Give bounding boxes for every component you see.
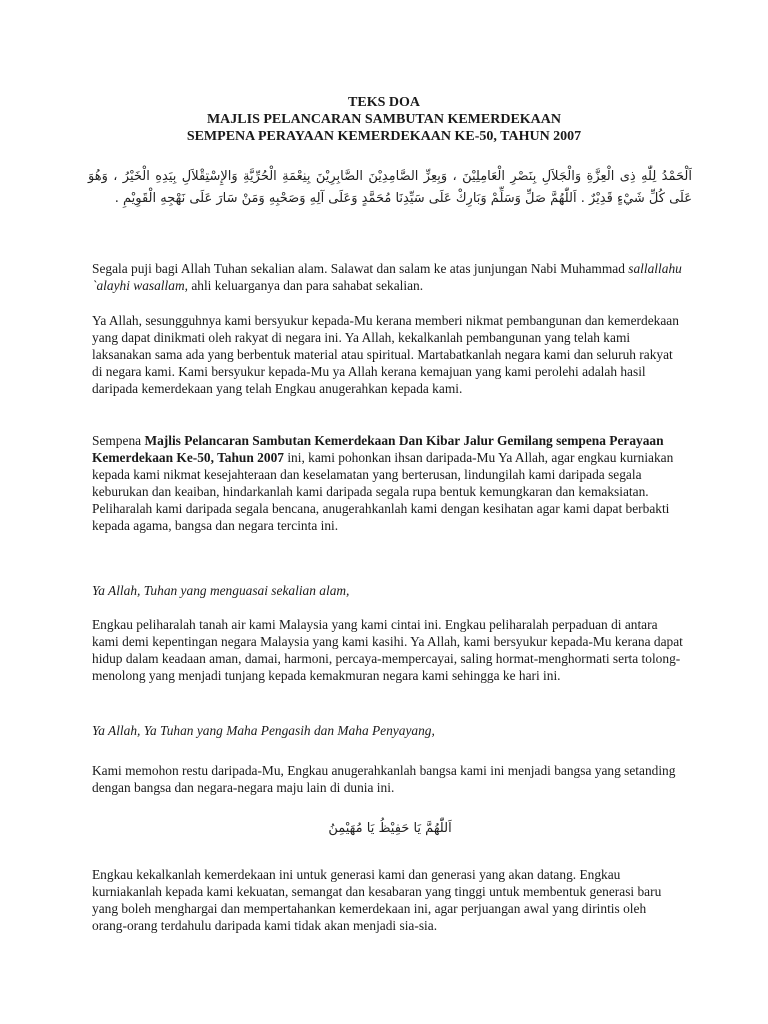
- paragraph-gratitude: Ya Allah, sesungguhnya kami bersyukur kepada-Mu kerana memberi nikmat pembangunan dan kemerdekaan yang dapat dinikmati oleh rakyat di negara ini. Ya Allah, kekalkanlah pembangunan yang telah kami laksanakan sama ada yang berbentuk material atau spiritual. Martabatkanlah negara kami dan seluruh rakyat di negara kami. Kami bersyukur kepada-Mu ya Allah kerana kemajuan yang kami perolehi adalah hasil daripada kemerdekaan yang telah Engkau anugerahkan kepada kami.: [92, 313, 679, 396]
- paragraph-praise-text-c: , ahli keluarganya dan para sahabat sekalian.: [184, 278, 424, 293]
- arabic-opening-prayer: اَلْحَمْدُ لِلّٰهِ ذِى الْعِزَّةِ وَالْجَلاَلِ بِنَصْرِ الْعَامِلِيْنَ ، وَبِعِزِّ الصَّامِدِيْنَ الصَّابِرِيْنَ بِنِعْمَةِ الْحُرِّيَّةِ وَالإِسْتِقْلاَلِ بِيَدِهِ الْخَيْرُ ، وَهُوَ عَلَى كُلِّ شَيْءٍ قَدِيْرٌ . اَللّٰهُمَّ صَلِّ وَسَلِّمْ وَبَارِكْ عَلَى سَيِّدِنَا مُحَمَّدٍ وَعَلَى آلِهِ وَصَحْبِهِ وَمَنْ سَارَ عَلَى نَهْجِهِ الْقَوِيْمِ .: [88, 169, 692, 206]
- paragraph-future-generations: Engkau kekalkanlah kemerdekaan ini untuk generasi kami dan generasi yang akan datang. Engkau kurniakanlah kepada kami kekuatan, semangat dan kesabaran yang tinggi untuk membentuk generasi baru yang boleh menghargai dan mempertahankan kemerdekaan ini, agar perjuangan awal yang dirintis oleh orang-orang terdahulu daripada kami tidak akan menjadi sia-sia.: [92, 867, 662, 933]
- invocation-lord-of-worlds: Ya Allah, Tuhan yang menguasai sekalian alam,: [92, 583, 350, 598]
- arabic-invocation: اَللّٰهُمَّ يَا حَفِيْظُ يَا مُهَيْمِنُ: [328, 821, 452, 836]
- heading-occasion: SEMPENA PERAYAAN KEMERDEKAAN KE-50, TAHUN 2007: [186, 129, 582, 144]
- paragraph-occasion-event-name: Majlis Pelancaran Sambutan Kemerdekaan Dan Kibar Jalur Gemilang sempena Perayaan Kemerdekaan Ke-50, Tahun 2007: [92, 433, 664, 465]
- paragraph-occasion-text-a: Sempena: [92, 433, 145, 448]
- paragraph-blessing: Kami memohon restu daripada-Mu, Engkau anugerahkanlah bangsa kami ini menjadi bangsa yang setanding dengan bangsa dan negara-negara maju lain di dunia ini.: [92, 763, 676, 795]
- heading-title: TEKS DOA: [348, 95, 420, 110]
- paragraph-praise-text-a: Segala puji bagi Allah Tuhan sekalian alam. Salawat dan salam ke atas junjungan Nabi Muhammad: [92, 261, 629, 276]
- document-heading: [0, 94, 768, 145]
- paragraph-protection: Engkau peliharalah tanah air kami Malaysia yang kami cintai ini. Engkau peliharalah perpaduan di antara kami demi kepentingan negara Malaysia yang kami kasihi. Ya Allah, kami bersyukur kepada-Mu kerana dapat hidup dalam keadaan aman, damai, harmoni, percaya-mempercayai, saling hormat-menghormati serta tolong-menolong yang menjadi tunjang kepada kemakmuran negara kami sehingga ke hari ini.: [92, 617, 683, 683]
- paragraph-praise-salutation: sallallahu `alayhi wasallam: [92, 261, 682, 293]
- paragraph-occasion-text-c: ini, kami pohonkan ihsan daripada-Mu Ya Allah, agar engkau kurniakan kepada kami nikmat kesejahteraan dan keselamatan yang berterusan, lindungilah kami daripada segala keburukan dan keaiban, hindarkanlah kami daripada segala rupa bentuk kemungkaran dan kemaksiatan. Peliharalah kami daripada segala bencana, anugerahkanlah kami dengan kesihatan agar kami dapat berbakti kepada agama, bangsa dan negara tercinta ini.: [92, 450, 674, 533]
- heading-event: MAJLIS PELANCARAN SAMBUTAN KEMERDEKAAN: [206, 112, 562, 127]
- paragraph-praise: [92, 260, 684, 294]
- invocation-most-merciful: Ya Allah, Ya Tuhan yang Maha Pengasih dan Maha Penyayang,: [92, 723, 435, 738]
- paragraph-occasion: [92, 432, 684, 534]
